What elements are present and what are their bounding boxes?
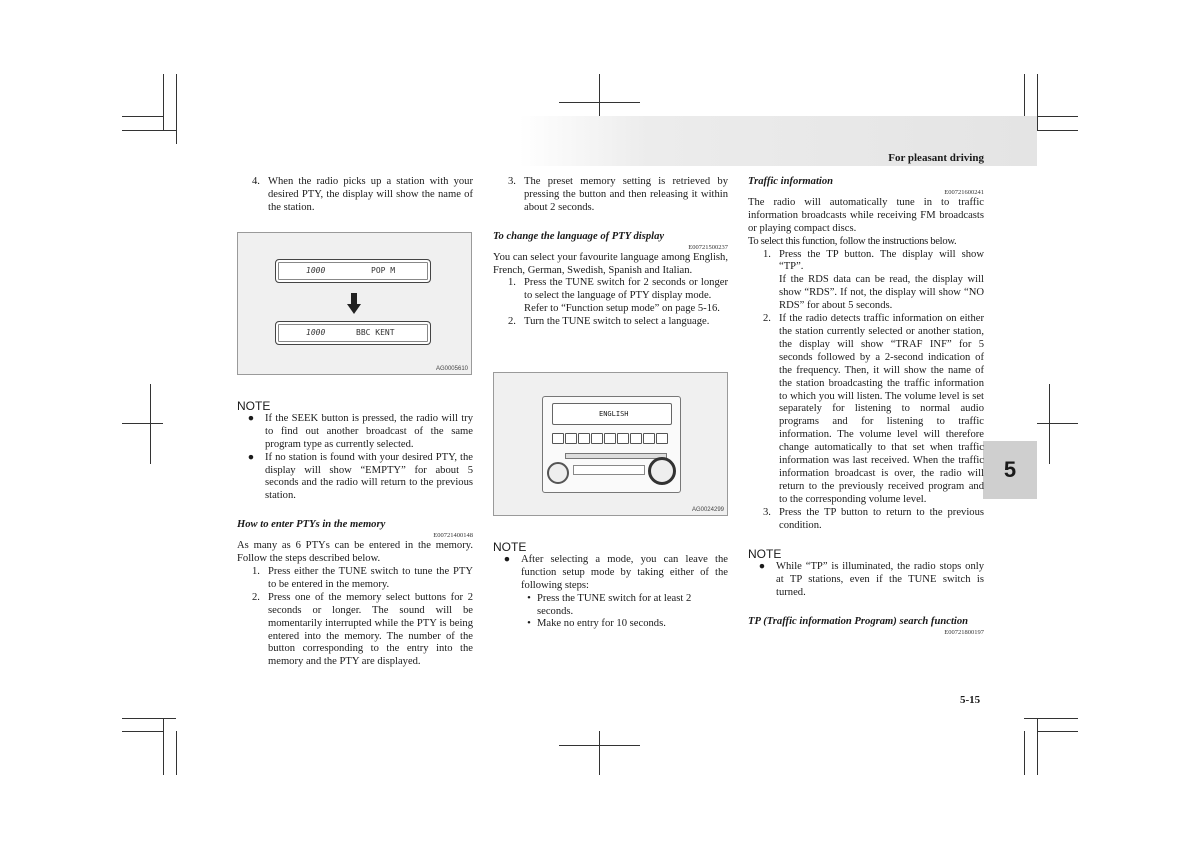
bullet-icon: ●	[247, 412, 255, 424]
step-item	[748, 507, 984, 533]
crop-mark	[176, 731, 177, 775]
step-text: Turn the TUNE switch to select a language.	[524, 316, 710, 328]
section-intro: You can select your favourite language among English, French, German, Swedish, Spanish and Italian.	[493, 251, 728, 276]
step-number: 1.	[252, 565, 260, 577]
step-item	[748, 249, 984, 275]
unit-button-row	[573, 465, 645, 475]
crop-mark	[559, 102, 640, 103]
bullet-icon: •	[527, 618, 531, 630]
crop-mark	[176, 74, 177, 144]
crop-mark	[1049, 384, 1050, 464]
section-intro-2: To select this function, follow the instructions below.	[748, 235, 957, 247]
note-title: NOTE	[493, 540, 527, 554]
crop-mark	[122, 423, 163, 424]
column-2-lower	[493, 535, 728, 631]
lcd-frequency: 1000	[306, 266, 326, 275]
column-3	[748, 176, 984, 637]
crop-mark	[122, 718, 176, 719]
crop-mark	[1024, 731, 1025, 775]
sub-item	[493, 593, 728, 619]
unit-display-text: ENGLISH	[599, 410, 629, 418]
step-text: Press either the TUNE switch to tune the PTY to be entered in the memory.	[268, 565, 473, 590]
crop-mark	[1037, 731, 1078, 732]
crop-mark	[599, 731, 600, 775]
section-heading: Traffic information	[748, 176, 834, 187]
step-number: 4.	[252, 176, 260, 187]
section-code: E00721600241	[944, 188, 984, 196]
step-number	[763, 274, 779, 313]
crop-mark	[1024, 718, 1078, 719]
audio-unit	[542, 396, 681, 493]
step-item	[493, 176, 728, 215]
step-number: 2.	[763, 313, 771, 325]
crop-mark	[1037, 423, 1078, 424]
step-number: 1.	[508, 277, 516, 289]
section-heading: How to enter PTYs in the memory	[237, 519, 386, 531]
figure-code: AG0024299	[691, 507, 724, 513]
section-intro: As many as 6 PTYs can be entered in the memory. Follow the steps described below.	[237, 540, 473, 565]
preset-button[interactable]	[591, 433, 603, 444]
crop-mark	[122, 130, 176, 131]
note-item	[237, 452, 473, 504]
preset-button[interactable]	[565, 433, 577, 444]
section-heading: To change the language of PTY display	[493, 230, 665, 242]
crop-mark	[150, 384, 151, 464]
lcd-station-name: BBC KENT	[356, 328, 395, 337]
step-text: The preset memory setting is retrieved by pressing the button and then releasing it within about 2 seconds.	[524, 176, 728, 213]
column-1-lower	[237, 394, 473, 669]
note-text: If no station is found with your desired PTY, the display will show “EMPTY” for about 5 seconds and the radio will return to the previous station.	[265, 451, 473, 502]
step-text: Press the TP button. The display will show “TP”.	[779, 248, 984, 273]
preset-button[interactable]	[578, 433, 590, 444]
figure-audio-unit	[493, 372, 728, 516]
step-text: When the radio picks up a station with your desired PTY, the display will show the name of the station.	[268, 176, 473, 213]
down-arrow-icon	[347, 293, 361, 315]
section-code: E00721500237	[688, 243, 728, 251]
bullet-icon: ●	[503, 553, 511, 565]
preset-button[interactable]	[643, 433, 655, 444]
step-item	[748, 274, 984, 313]
lcd-display-pop	[275, 259, 431, 283]
column-1	[237, 176, 473, 215]
sub-item	[493, 618, 728, 631]
lcd-station-name: POP M	[371, 266, 396, 275]
cd-slot	[565, 453, 667, 459]
volume-knob[interactable]	[547, 462, 569, 484]
note-text: If the SEEK button is pressed, the radio will try to find out another broadcast of the same program type as currently selected.	[265, 412, 473, 450]
step-number: 2.	[252, 591, 260, 603]
bullet-icon: ●	[247, 451, 255, 463]
crop-mark	[163, 718, 164, 775]
crop-mark	[163, 74, 164, 131]
crop-mark	[1037, 116, 1078, 117]
section-code: E00721400148	[433, 532, 473, 540]
step-item	[493, 277, 728, 303]
note-item	[748, 561, 984, 600]
note-text: While “TP” is illuminated, the radio stops only at TP stations, even if the TUNE switch is turned.	[776, 561, 984, 599]
step-item	[493, 303, 728, 316]
preset-button[interactable]	[604, 433, 616, 444]
preset-button[interactable]	[656, 433, 668, 444]
step-text: Refer to “Function setup mode” on page 5-16.	[524, 303, 720, 315]
bullet-icon: ●	[758, 561, 766, 573]
step-text: Press the TP button to return to the previous condition.	[779, 506, 984, 531]
chapter-tab: 5	[983, 441, 1037, 499]
note-title: NOTE	[237, 399, 271, 413]
step-number: 3.	[508, 176, 516, 187]
section-heading: TP (Traffic information Program) search function	[748, 616, 969, 628]
page-header-title: For pleasant driving	[888, 152, 984, 164]
crop-mark	[1037, 74, 1038, 131]
step-number: 3.	[763, 506, 771, 518]
note-item	[237, 413, 473, 452]
unit-display	[552, 403, 672, 425]
step-text: If the radio detects traffic information on either the station currently selected or another station, the display will show “TRAF INF” for 5 seconds followed by a 2-second indication of the frequency. Then, it will show the name of the station broadcasting the traffic information to which you will listen. The volume level is set separately for listening to normal audio programs and for listening to traffic information. The volume level will therefore change automatically to that set when traffic information was last received. When the traffic information broadcast is over, the radio will return to the previously received program and to the corresponding volume level.	[779, 313, 984, 505]
section-intro: The radio will automatically tune in to traffic information broadcasts while receiving FM broadcasts or playing compact discs.	[748, 196, 984, 234]
section-code: E00721800197	[944, 629, 984, 636]
note-item	[493, 554, 728, 593]
tune-switch[interactable]	[648, 457, 676, 485]
step-item	[237, 566, 473, 592]
crop-mark	[1037, 718, 1038, 775]
step-item	[237, 592, 473, 669]
step-number	[508, 303, 524, 316]
lcd-display-bbc	[275, 321, 431, 345]
crop-mark	[122, 116, 163, 117]
step-number: 1.	[763, 248, 771, 260]
figure-pty-display	[237, 232, 472, 375]
note-title: NOTE	[748, 547, 782, 562]
sub-item-text: Press the TUNE switch for at least 2 seconds.	[537, 592, 692, 617]
step-item	[748, 313, 984, 507]
step-number: 2.	[508, 316, 516, 328]
sub-item-text: Make no entry for 10 seconds.	[537, 618, 666, 630]
step-text: If the RDS data can be read, the display will show “RDS”. If not, the display will show “NO RDS” for about 5 seconds.	[779, 274, 984, 312]
preset-button[interactable]	[552, 433, 564, 444]
column-2	[493, 176, 728, 329]
crop-mark	[122, 731, 163, 732]
step-item	[237, 176, 473, 215]
step-text: Press the TUNE switch for 2 seconds or longer to select the language of PTY display mode.	[524, 277, 728, 302]
page-number: 5-15	[960, 694, 981, 706]
bullet-icon: •	[527, 592, 531, 604]
preset-button[interactable]	[630, 433, 642, 444]
lcd-frequency: 1000	[306, 328, 326, 337]
step-text: Press one of the memory select buttons for 2 seconds or longer. The sound will be momentarily interrupted while the PTY is being entered into the memory. The number of the button corresponding to the entry into the memory and the PTY are displayed.	[268, 591, 473, 668]
crop-mark	[559, 745, 640, 746]
preset-button[interactable]	[617, 433, 629, 444]
figure-code: AG0005610	[435, 366, 468, 372]
note-text: After selecting a mode, you can leave the function setup mode by taking either of the following steps:	[521, 553, 728, 591]
step-item	[493, 316, 728, 329]
